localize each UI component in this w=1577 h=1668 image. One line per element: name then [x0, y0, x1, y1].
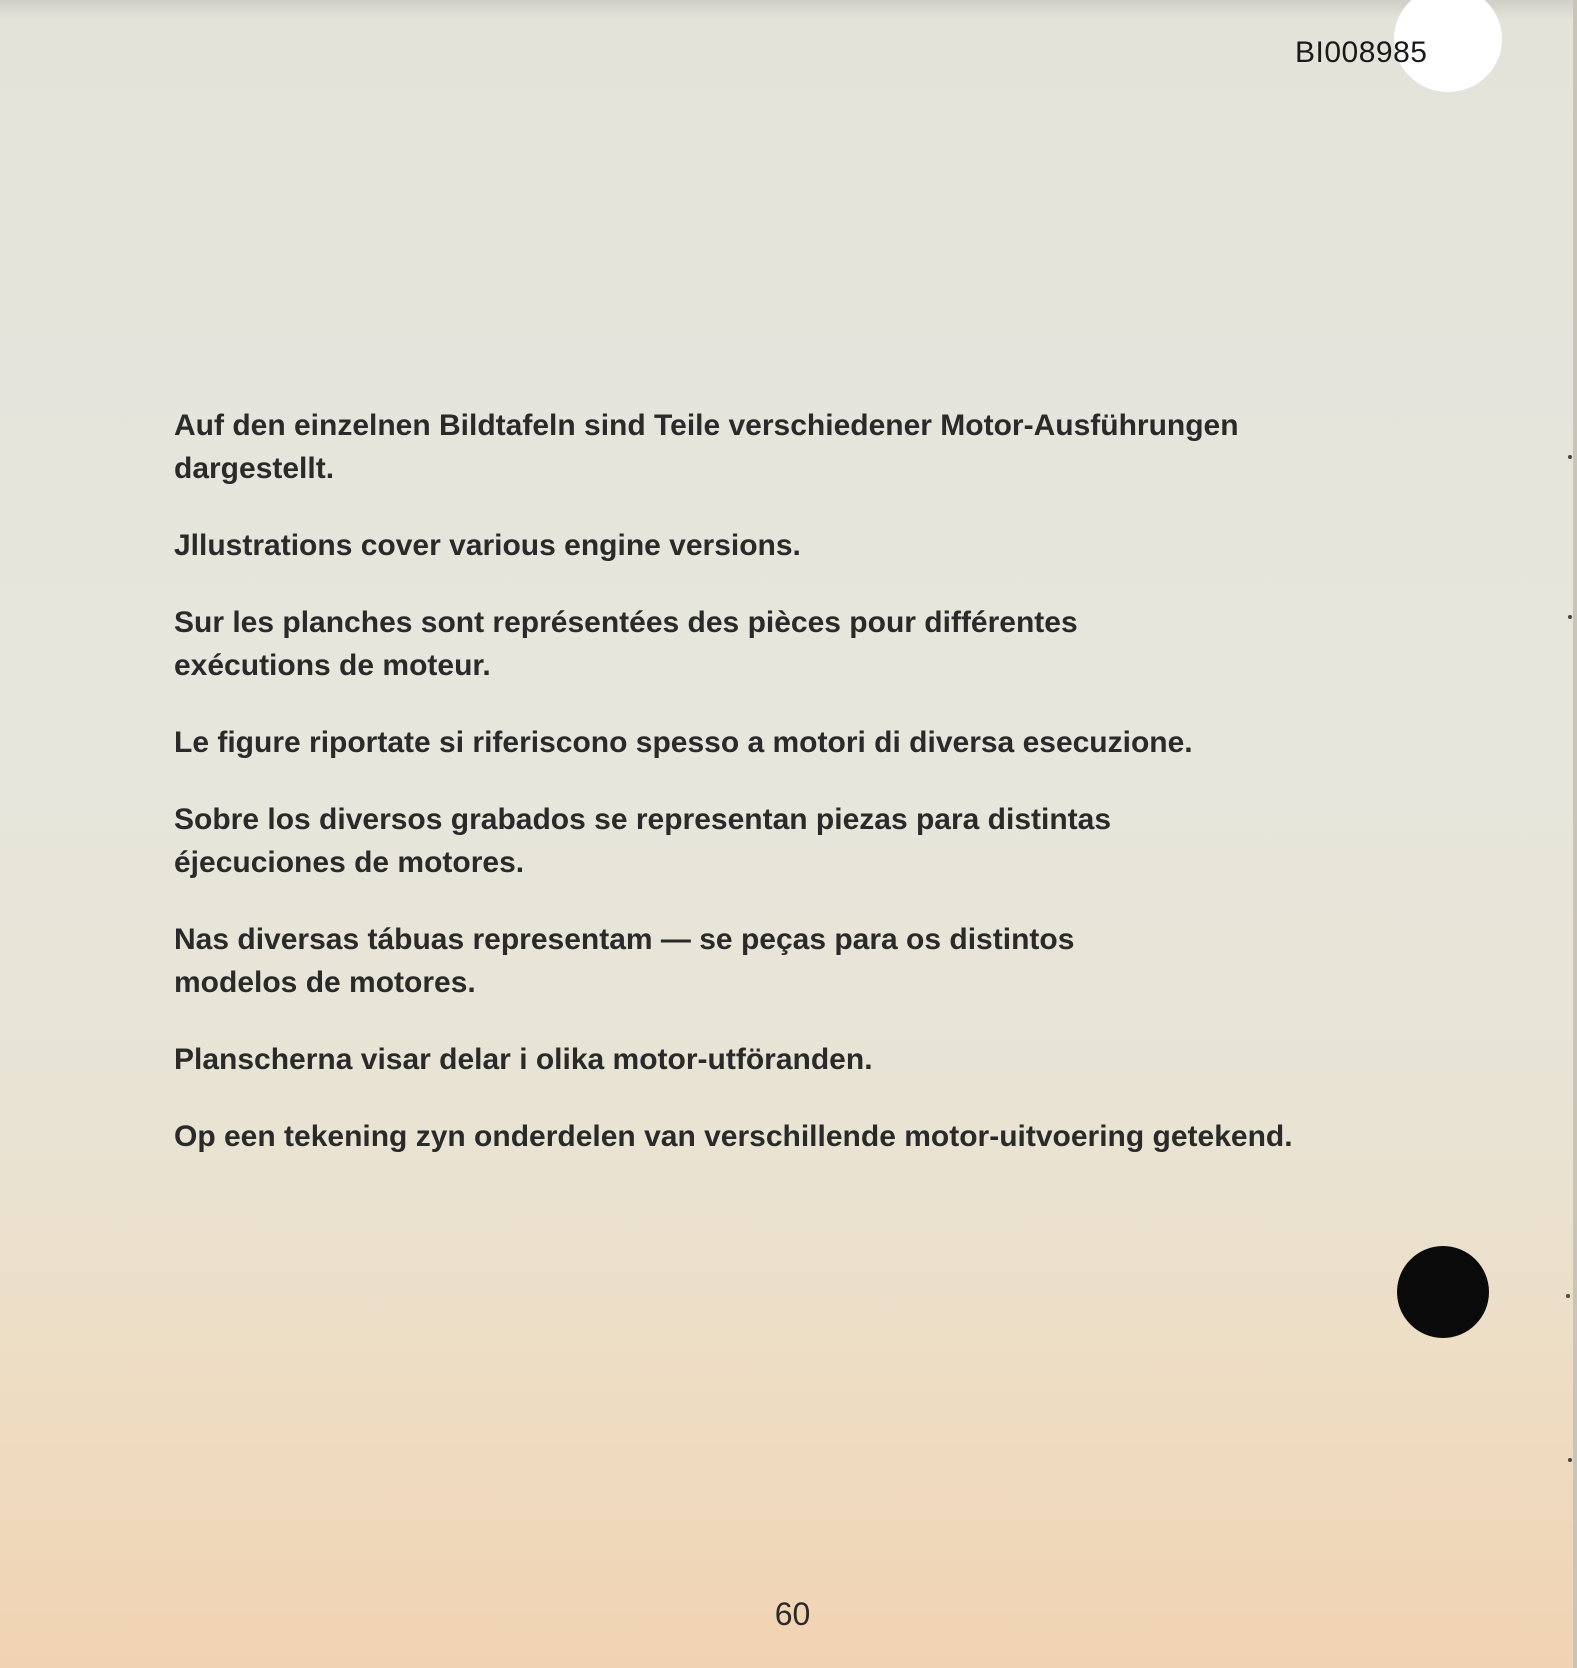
paragraph-italian: Le figure riportate si riferiscono spesso a motori di diversa esecuzione. — [174, 726, 1193, 759]
paragraph-dutch: Op een tekening zyn onderdelen van verschillende motor-uitvoering getekend. — [174, 1120, 1293, 1153]
paragraph-swedish: Planscherna visar delar i olika motor-utföranden. — [174, 1043, 873, 1076]
punch-hole-bottom — [1397, 1246, 1489, 1338]
scan-speck — [1568, 1458, 1572, 1462]
paragraph-german: Auf den einzelnen Bildtafeln sind Teile verschiedener Motor-Ausführungen dargestellt. — [174, 409, 1239, 485]
paragraph-spanish: Sobre los diversos grabados se representan piezas para distintas éjecuciones de motores. — [174, 803, 1112, 879]
page-right-edge — [1573, 0, 1577, 1668]
paragraph-french: Sur les planches sont représentées des pièces pour différentes exécutions de moteur. — [174, 606, 1078, 682]
multilingual-notice — [174, 404, 1434, 1192]
page-top-edge — [0, 0, 1577, 20]
page-number: 60 — [774, 1596, 811, 1632]
document-id: BI008985 — [1295, 36, 1428, 69]
paragraph-english: Jllustrations cover various engine versions. — [174, 529, 801, 562]
scan-speck — [1568, 455, 1572, 459]
scan-speck — [1566, 1294, 1570, 1298]
paragraph-portuguese: Nas diversas tábuas representam — se peças para os distintos modelos de motores. — [174, 923, 1075, 999]
scan-speck — [1568, 615, 1572, 619]
